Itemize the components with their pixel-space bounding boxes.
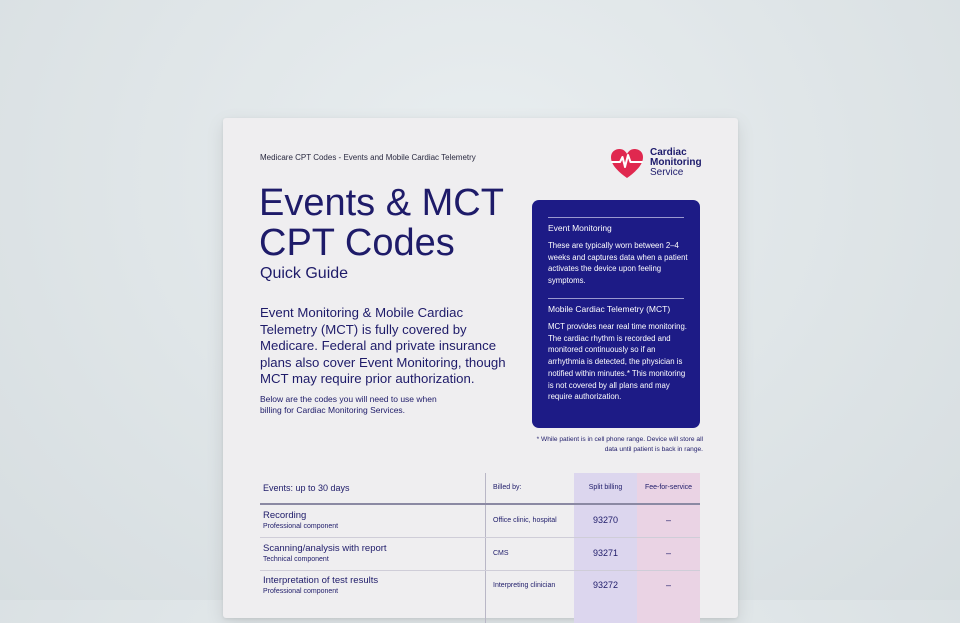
mct-text: MCT provides near real time monitoring. The cardiac rhythm is recorded and monitored continuously so if an arrhythmia is detected, the physician is notified within minutes.* This monitoring is not covered by all plans and may require authorization.	[548, 322, 687, 402]
divider	[548, 217, 684, 218]
row-3-fee-code: –	[665, 580, 671, 590]
document-header-label: Medicare CPT Codes - Events and Mobile Cardiac Telemetry	[260, 153, 476, 162]
row-2-title: Scanning/analysis with report	[263, 543, 387, 554]
page-subtitle: Quick Guide	[260, 265, 349, 282]
row-3-title: Interpretation of test results	[263, 575, 379, 586]
divider	[548, 298, 684, 299]
column-divider	[485, 473, 486, 623]
row-1-title: Recording	[263, 510, 307, 521]
monitoring-info-box	[532, 200, 700, 428]
logo-line-2: Monitoring	[650, 157, 702, 168]
header-rule	[260, 503, 700, 505]
header-events: Events: up to 30 days	[263, 483, 350, 493]
cpt-codes-table	[260, 473, 700, 623]
row-2-fee-code: –	[665, 548, 671, 558]
guide-document	[223, 118, 738, 618]
row-3-billed-by: Interpreting clinician	[493, 582, 556, 589]
heart-pulse-icon	[610, 148, 644, 180]
header-split-billing: Split billing	[588, 484, 623, 491]
row-2-billed-by: CMS	[493, 550, 509, 557]
row-1-billed-by: Office clinic, hospital	[493, 517, 557, 524]
cardiac-monitoring-logo	[610, 148, 710, 182]
logo-line-3: Service	[650, 167, 684, 178]
row-1-fee-code: –	[665, 515, 671, 525]
row-separator	[260, 537, 700, 538]
mct-heading: Mobile Cardiac Telemetry (MCT)	[548, 304, 671, 314]
event-monitoring-text: These are typically worn between 2–4 weeks and captures data when a patient activates the device upon feeling symptoms.	[548, 241, 688, 286]
row-3-subtitle: Professional component	[263, 588, 339, 595]
row-1-split-code: 93270	[592, 515, 619, 525]
header-fee-for-service: Fee-for-service	[644, 484, 693, 491]
footnote: * While patient is in cell phone range. Device will store all data until patient is back in range.	[536, 436, 703, 453]
title-line-1: Events & MCT	[259, 182, 504, 224]
row-3-split-code: 93272	[592, 580, 619, 590]
event-monitoring-heading: Event Monitoring	[548, 223, 612, 233]
intro-paragraph: Event Monitoring & Mobile Cardiac Telemetry (MCT) is fully covered by Medicare. Federal and private insurance plans also cover Event Monitoring, though MCT may require prior authorization.	[260, 305, 506, 386]
row-separator	[260, 570, 700, 571]
row-1-subtitle: Professional component	[263, 523, 339, 530]
header-billed-by: Billed by:	[493, 484, 522, 491]
logo-line-1: Cardiac	[650, 147, 687, 158]
row-2-subtitle: Technical component	[263, 556, 329, 563]
row-2-split-code: 93271	[592, 548, 619, 558]
page-title	[259, 183, 504, 263]
title-line-2: CPT Codes	[259, 222, 455, 264]
billing-note: Below are the codes you will need to use when billing for Cardiac Monitoring Services.	[260, 394, 437, 415]
